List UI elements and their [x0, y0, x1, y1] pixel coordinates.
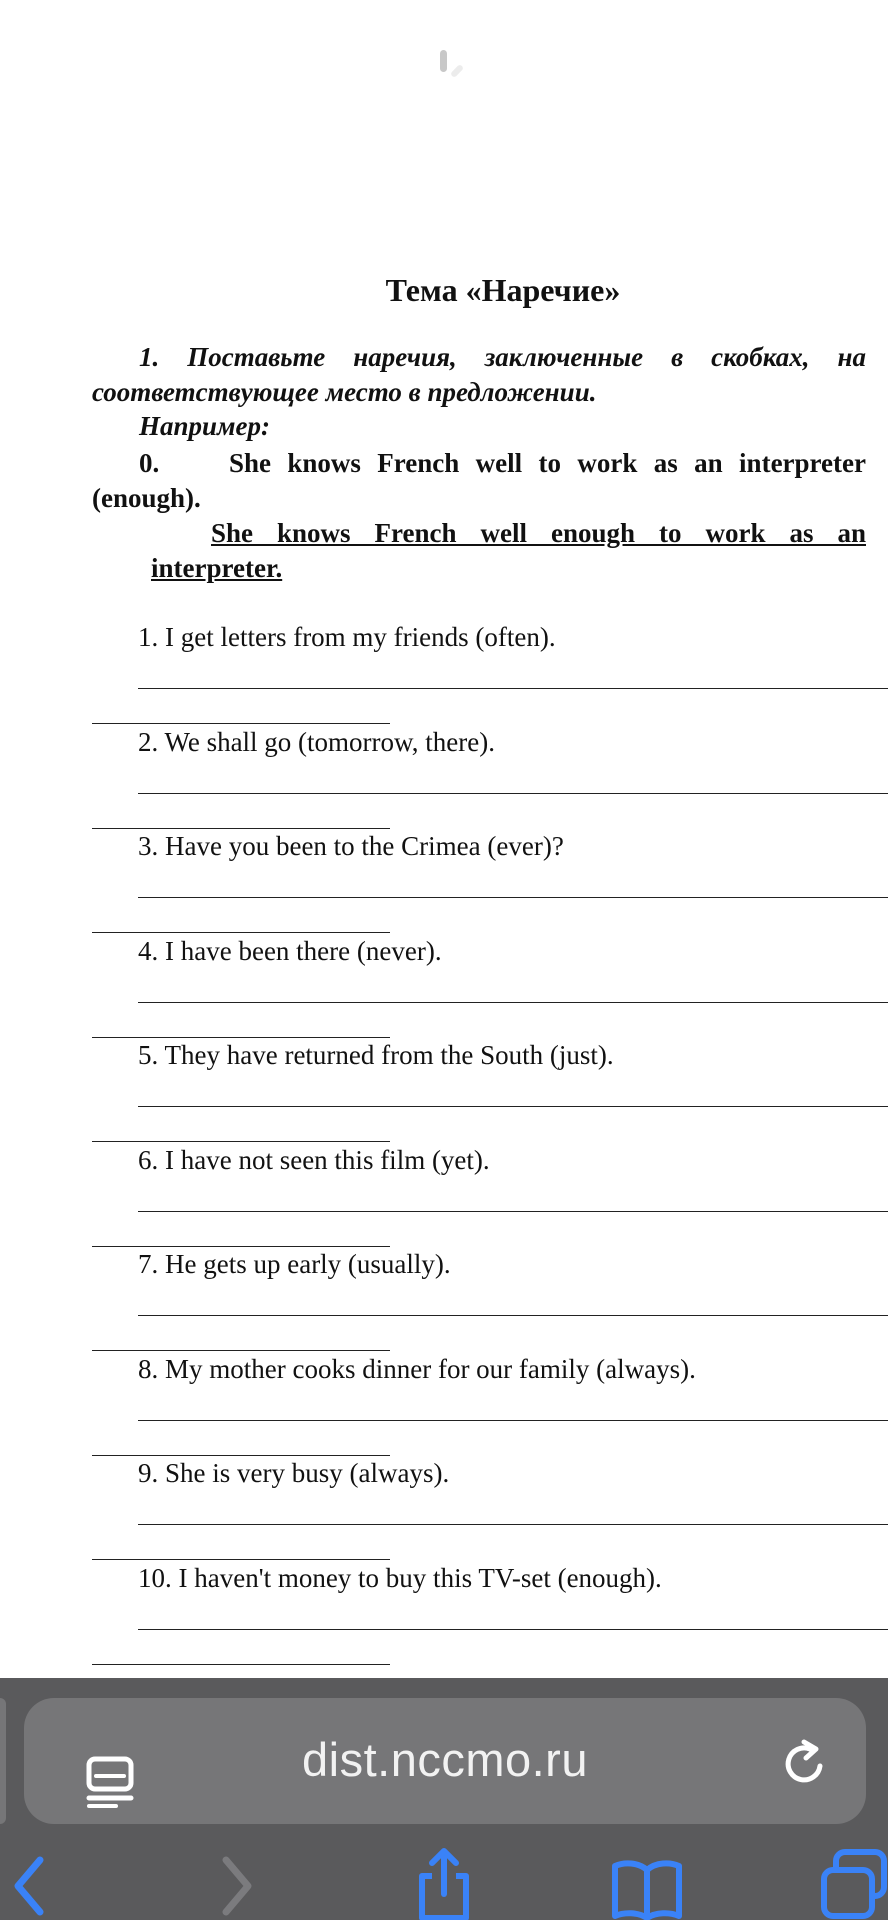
exercise-item [92, 1561, 882, 1665]
answer-line [138, 1315, 888, 1316]
exercise-item [92, 1143, 882, 1247]
previous-tab-edge[interactable] [0, 1698, 6, 1824]
exercise-item [92, 1038, 882, 1142]
example-answer: She knows French well enough to work as an interpreter. [151, 518, 866, 583]
example-sentence [92, 446, 866, 516]
url-text[interactable]: dist.nccmo.ru [302, 1733, 588, 1786]
answer-line [138, 1629, 888, 1630]
answer-line [138, 1211, 888, 1212]
exercise-sentence: 4. I have been there (never). [138, 935, 442, 966]
back-button[interactable] [4, 1846, 68, 1920]
address-bar[interactable] [24, 1698, 866, 1824]
share-icon [412, 1846, 476, 1920]
answer-line [138, 688, 888, 689]
exercise-item [92, 1352, 882, 1456]
exercise-sentence: 7. He gets up early (usually). [138, 1249, 451, 1279]
page-title: Тема «Наречие» [385, 272, 621, 308]
exercise-item [92, 620, 882, 724]
exercise-sentence: 10. I haven't money to buy this TV-set (enough). [138, 1562, 662, 1593]
bookmarks-button[interactable] [610, 1846, 684, 1920]
answer-line [138, 1106, 888, 1107]
exercise-item [92, 1247, 882, 1351]
exercise-sentence: 3. Have you been to the Crimea (ever)? [138, 831, 564, 861]
answer-line-continuation [92, 1664, 390, 1665]
forward-button[interactable] [212, 1846, 276, 1920]
loading-spinner-icon [440, 50, 470, 80]
answer-line [138, 1524, 888, 1525]
exercise-item [92, 934, 882, 1038]
exercise-sentence: 9. She is very busy (always). [138, 1458, 450, 1488]
safari-bottom-bar [0, 1678, 888, 1920]
exercise-sentence: 6. I have not seen this film (yet). [138, 1144, 490, 1175]
answer-line [138, 1420, 888, 1421]
reload-icon[interactable] [780, 1738, 830, 1788]
example-label: Например: [139, 411, 271, 441]
tabs-button[interactable] [818, 1846, 888, 1920]
exercise-item [92, 725, 882, 829]
task-instruction: 1. Поставьте наречия, заключенные в скобках, на соответствующее место в предложении. [92, 342, 866, 407]
browser-toolbar [0, 1846, 888, 1920]
exercise-sentence: 8. My mother cooks dinner for our family (always). [138, 1353, 696, 1384]
tabs-icon [818, 1846, 888, 1920]
answer-line [138, 1002, 888, 1003]
back-chevron-icon [4, 1846, 54, 1920]
forward-chevron-icon [212, 1846, 262, 1920]
example-sentence-text: She knows French well to work as an interpreter (enough). [92, 448, 866, 513]
bookmarks-book-icon [610, 1846, 684, 1920]
exercise-sentence: 1. I get letters from my friends (often). [138, 622, 556, 652]
exercise-item [92, 829, 882, 933]
exercise-item [92, 1456, 882, 1560]
answer-line [138, 793, 888, 794]
answer-line [138, 897, 888, 898]
example-number: 0. [139, 448, 160, 478]
exercise-sentence: 5. They have returned from the South (just). [138, 1040, 614, 1070]
share-button[interactable] [412, 1846, 476, 1920]
exercise-sentence: 2. We shall go (tomorrow, there). [138, 726, 495, 757]
